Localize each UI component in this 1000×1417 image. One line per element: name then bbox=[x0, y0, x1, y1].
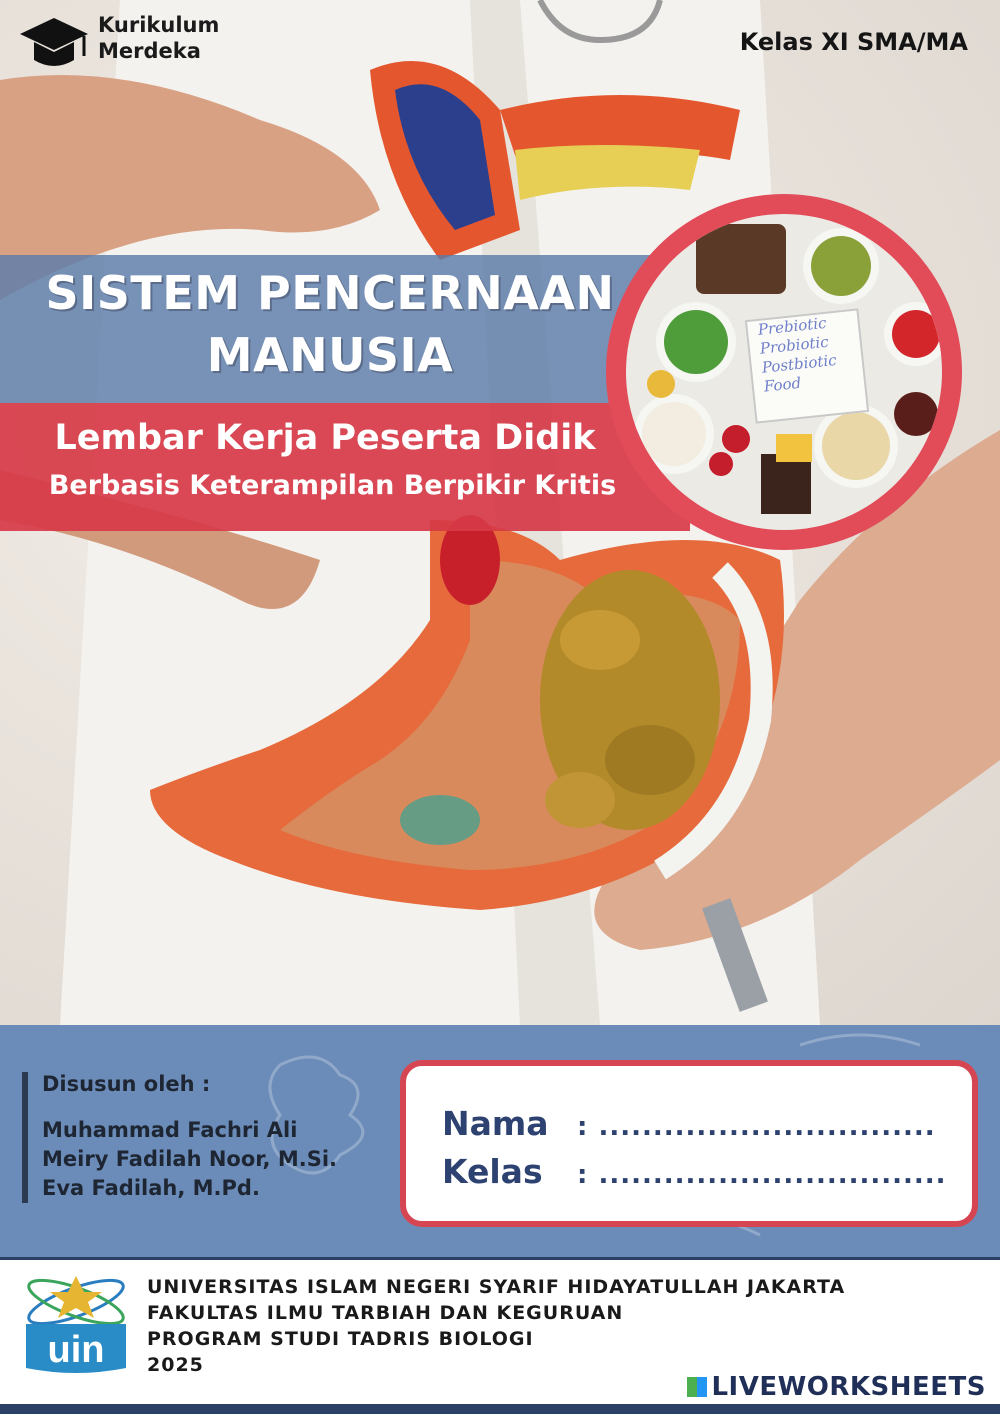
institution-year: 2025 bbox=[147, 1354, 204, 1376]
class-row bbox=[442, 1152, 947, 1191]
curriculum-line-2: Merdeka bbox=[98, 39, 201, 63]
sign-line-2: Probiotic bbox=[759, 332, 830, 358]
sign-line-4: Food bbox=[762, 373, 802, 396]
institution-block bbox=[147, 1274, 845, 1378]
liveworksheets-icon bbox=[687, 1377, 707, 1397]
authors-label: Disusun oleh : bbox=[42, 1072, 211, 1096]
name-field[interactable]: : ............................... bbox=[577, 1112, 936, 1142]
title-line-1: SISTEM PENCERNAAN bbox=[45, 266, 615, 320]
author-name: Muhammad Fachri Ali bbox=[42, 1118, 298, 1142]
bottom-bar bbox=[0, 1404, 1000, 1414]
food-photo bbox=[626, 214, 942, 530]
institution-line-2: FAKULTAS ILMU TARBIAH DAN KEGURUAN bbox=[147, 1302, 624, 1324]
liveworksheets-watermark bbox=[687, 1372, 986, 1402]
title-line-2: MANUSIA bbox=[206, 328, 454, 382]
class-field[interactable]: : ................................ bbox=[577, 1160, 947, 1190]
institution-line-1: UNIVERSITAS ISLAM NEGERI SYARIF HIDAYATULLAH JAKARTA bbox=[147, 1276, 846, 1298]
curriculum-label bbox=[98, 12, 219, 64]
authors-block bbox=[22, 1072, 337, 1203]
subtitle-line-2: Berbasis Keterampilan Berpikir Kritis bbox=[48, 470, 617, 501]
uin-logo-icon bbox=[20, 1268, 132, 1376]
class-label: Kelas bbox=[442, 1152, 543, 1191]
page-title bbox=[0, 262, 660, 386]
student-identity-card bbox=[400, 1060, 978, 1227]
sign-line-3: Postbiotic bbox=[760, 350, 838, 377]
watermark-text: LIVEWORKSHEETS bbox=[711, 1372, 986, 1402]
name-label: Nama bbox=[442, 1104, 549, 1143]
graduation-cap-icon bbox=[18, 16, 90, 74]
name-row bbox=[442, 1104, 936, 1143]
grade-label: Kelas XI SMA/MA bbox=[739, 28, 968, 56]
subtitle-line-1: Lembar Kerja Peserta Didik bbox=[54, 418, 596, 458]
curriculum-line-1: Kurikulum bbox=[98, 13, 220, 37]
probiotic-sign bbox=[745, 308, 869, 423]
author-name: Eva Fadilah, M.Pd. bbox=[42, 1176, 260, 1200]
institution-line-3: PROGRAM STUDI TADRIS BIOLOGI bbox=[147, 1328, 534, 1350]
author-name: Meiry Fadilah Noor, M.Si. bbox=[42, 1147, 338, 1171]
logo-text: uin bbox=[47, 1329, 105, 1371]
sign-line-1: Prebiotic bbox=[757, 313, 828, 339]
